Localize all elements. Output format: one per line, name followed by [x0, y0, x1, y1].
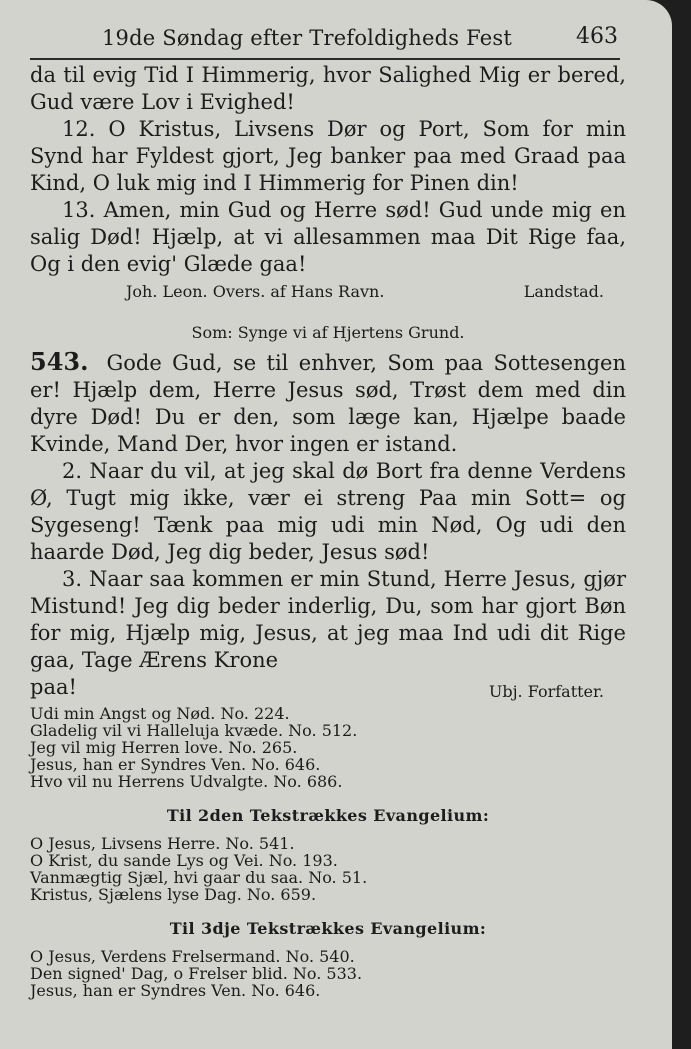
reference-list [30, 705, 626, 790]
hymn-number: 543. [30, 347, 89, 376]
hymn-543-verse-3: 3. Naar saa kommen er min Stund, Herre Jesus, gjør Mistund! Jeg dig beder inderlig, Du, som har gjort Bøn for mig, Hjælp mig, Jesus, at jeg maa Ind udi dit Rige gaa, Tage Ærens Krone [30, 567, 626, 672]
list-item: O Jesus, Verdens Frelsermand. No. 540. [30, 947, 355, 966]
translator-credit: Joh. Leon. Overs. af Hans Ravn. [126, 282, 385, 301]
list-item: Udi min Angst og Nød. No. 224. [30, 704, 290, 723]
verse-12: 12. O Kristus, Livsens Dør og Port, Som for min Synd har Fyldest gjort, Jeg banker paa med Graad paa Kind, O luk mig ind I Himmerig for Pinen din! [30, 117, 626, 195]
hymn-end-line [30, 674, 626, 705]
hymn-author: Ubj. Forfatter. [488, 682, 604, 701]
hymn-verse-1-text: Gode Gud, se til enhver, Som paa Sottesengen er! Hjælp dem, Herre Jesus sød, Trøst dem med din dyre Død! Du er den, som læge kan, Hjælpe baade Kvinde, Mand Der, hvor ingen er istand. [30, 351, 626, 456]
list-item: Gladelig vil vi Halleluja kvæde. No. 512. [30, 721, 358, 740]
hymn-543-verse-1 [30, 348, 626, 458]
verse-13: 13. Amen, min Gud og Herre sød! Gud unde mig en salig Død! Hjælp, at vi allesammen maa Dit Rige faa, Og i den evig' Glæde gaa! [30, 198, 626, 276]
list-item: Kristus, Sjælens lyse Dag. No. 659. [30, 885, 317, 904]
list-item: Jesus, han er Syndres Ven. No. 646. [30, 755, 321, 774]
page-number: 463 [576, 24, 618, 49]
list-item: Vanmægtig Sjæl, hvi gaar du saa. No. 51. [30, 868, 368, 887]
melody-note: Som: Synge vi af Hjertens Grund. [191, 323, 465, 342]
list-item: O Jesus, Livsens Herre. No. 541. [30, 834, 295, 853]
hymn-verse-3-end: paa! [30, 675, 77, 699]
list-item: Jesus, han er Syndres Ven. No. 646. [30, 981, 321, 1000]
hymn-attribution [30, 282, 626, 301]
section-2-list [30, 835, 626, 903]
section-3-title: Til 3dje Tekstrækkes Evangelium: [169, 919, 487, 938]
running-header [30, 22, 620, 60]
list-item: O Krist, du sande Lys og Vei. No. 193. [30, 851, 338, 870]
list-item: Jeg vil mig Herren love. No. 265. [30, 738, 298, 757]
list-item: Den signed' Dag, o Frelser blid. No. 533. [30, 964, 363, 983]
page-body [30, 62, 626, 999]
section-2-title: Til 2den Tekstrækkes Evangelium: [166, 806, 490, 825]
page-header-title: 19de Søndag efter Trefoldigheds Fest [102, 26, 513, 50]
hymn-543-verse-2: 2. Naar du vil, at jeg skal dø Bort fra denne Verdens Ø, Tugt mig ikke, vær ei streng Paa min Sott= og Sygeseng! Tænk paa mig udi min Nød, Og udi den haarde Død, Jeg dig beder, Jesus sød! [30, 459, 626, 564]
list-item: Hvo vil nu Herrens Udvalgte. No. 686. [30, 772, 343, 791]
continued-verse-text: da til evig Tid I Himmerig, hvor Salighed Mig er bered, Gud være Lov i Evighed! [30, 63, 626, 114]
section-3-list [30, 948, 626, 999]
author-credit: Landstad. [523, 282, 604, 301]
